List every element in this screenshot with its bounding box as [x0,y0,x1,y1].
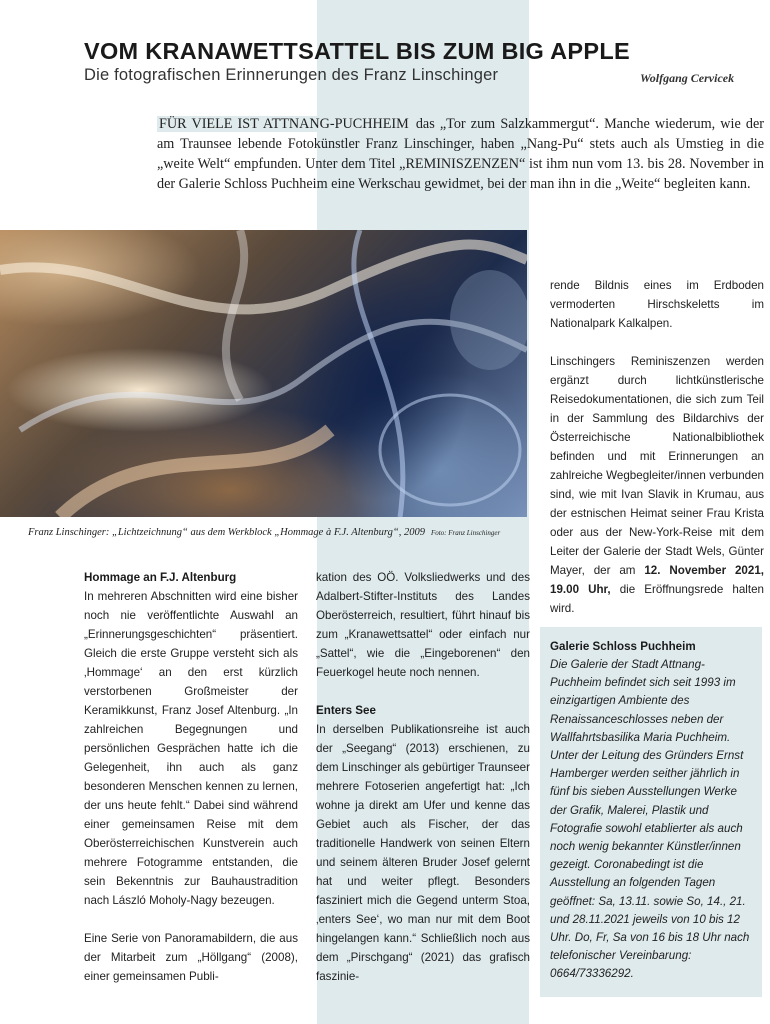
intro-paragraph [157,114,764,194]
info-box-text: Die Galerie der Stadt Attnang-Puchheim befindet sich seit 1993 im einzigartigen Ambiente des Renaissanceschlosses neben der Wallfahrtsbasilika Maria Puchheim. Unter der Leitung des Gründers Ernst Hamberger werden seither jährlich in fünf bis sieben Ausstellungen Werke der Grafik, Malerei, Plastik und Fotografie sowohl etablierter als auch noch wenig bekannter Künstler/innen gezeigt. Coronabedingt ist die Ausstellung an folgenden Tagen geöffnet: Sa, 13.11. sowie So, 14., 21. und 28.11.2021 jeweils von 10 bis 12 Uhr. Do, Fr, Sa von 16 bis 18 Uhr nach telefonischer Vereinbarung: 0664/73336292. [550,658,750,981]
article-column-1 [84,568,298,1005]
paragraph [550,352,764,618]
photo-credit: Foto: Franz Linschinger [430,529,501,537]
paragraph: In mehreren Abschnitten wird eine bisher noch nie veröffentlichte Auswahl an „Erinnerungsgeschichten“ präsentiert. Gleich die erste Gruppe versteht sich als ‚Hommage‘ an den erst kürzlich verstorbenen Großmeister der Keramikkunst, Franz Josef Altenburg. „In zahlreichen Begegnungen und persönlichen Gesprächen hatte ich die Gelegenheit, ihn auch als ganz besonderen Menschen kennen zu lernen, der uns heute fehlt.“ Dabei sind während einer gemeinsamen Reise mit dem Oberösterreichischen Kunstverein auch mehrere Fotogramme entstanden, die sein Bekenntnis zur Bauhaustradition nach László Moholy-Nagy bezeugen. [84,590,298,907]
paragraph: rende Bildnis eines im Erdboden vermoderten Hirschskeletts im Nationalpark Kalkalpen. [550,279,764,330]
intro-lead: FÜR VIELE IST ATTNANG-PUCHHEIM [159,116,409,132]
text-run: die Eröffnungsrede halten wird. [550,583,764,615]
article-column-2 [316,568,530,1005]
paragraph: In derselben Publikationsreihe ist auch der „Seegang“ (2013) erschienen, zu dem Linschinger als gebürtiger Traunseer mehrere Fotoserien angefertigt hat: „Ich wohne ja direkt am Ufer und kenne das Gebiet auch als Fischer, der das traditionelle Handwerk von seinen Eltern und seinem älteren Bruder Josef gelernt hat und weiter pflegt. Besonders fasziniert mich die Gegend unterm Stoa, ‚enters See‘, wo man nur mit dem Boot hingelangen kann.“ Schließlich noch aus dem „Pirschgang“ (2021) das grafisch faszinie- [316,723,530,983]
page-subtitle: Die fotografischen Erinnerungen des Franz Linschinger [84,66,499,84]
intro-text: das „Tor zum Salzkammergut“. Manche wiederum, wie der am Traunsee lebende Fotokünstler Franz Linschinger, haben „Nang-Pu“ stets auch als Umstieg in die „weite Welt“ empfunden. Unter dem Titel „REMINISZENZEN“ ist ihm nun vom 13. bis 28. November in der Galerie Schloss Puchheim eine Werkschau gewidmet, bei der man ihn in die „Weite“ begleiten kann. [157,116,764,192]
section-heading-hommage: Hommage an F.J. Altenburg [84,571,237,584]
light-drawing-artwork [0,230,527,517]
info-box-heading: Galerie Schloss Puchheim [550,640,696,653]
paragraph: kation des OÖ. Volksliedwerks und des Adalbert-Stifter-Instituts des Landes Oberösterreich, resultiert, führt hinauf bis zum „Kranawettsattel“ oder einfach nur „Sattel“, wie die „Eingeborenen“ den Feuerkogel heute noch nennen. [316,571,530,679]
photo-caption [28,527,528,538]
artwork-photo [0,230,527,517]
caption-text: Franz Linschinger: „Lichtzeichnung“ aus dem Werkblock „Hommage à F.J. Altenburg“, 2009 [28,527,425,538]
event-date: 12. November 2021, 19.00 Uhr, [550,564,764,596]
section-heading-enters-see: Enters See [316,704,376,717]
text-run: Linschingers Reminiszenzen werden ergänzt durch lichtkünstlerische Reisedokumentationen, die sich zum Teil in der Sammlung des Bildarchivs der Österreichische Nationalbibliothek befinden und mit Erinnerungen an zahlreiche Wegbegleiter/innen verbunden sind, wie mit Ivan Slavik in Krumau, aus der estnischen Heimat seiner Frau Krista oder aus der New-York-Reise mit dem Leiter der Galerie der Stadt Wels, Günter Mayer, der am [550,355,764,577]
info-box [540,627,762,997]
author-name: Wolfgang Cervicek [640,71,735,85]
page-title: VOM KRANAWETTSATTEL BIS ZUM BIG APPLE [84,38,630,64]
paragraph: Eine Serie von Panoramabildern, die aus der Mitarbeit zum „Höllgang“ (2008), einer gemeinsamen Publi- [84,932,298,983]
article-column-3 [550,276,764,637]
